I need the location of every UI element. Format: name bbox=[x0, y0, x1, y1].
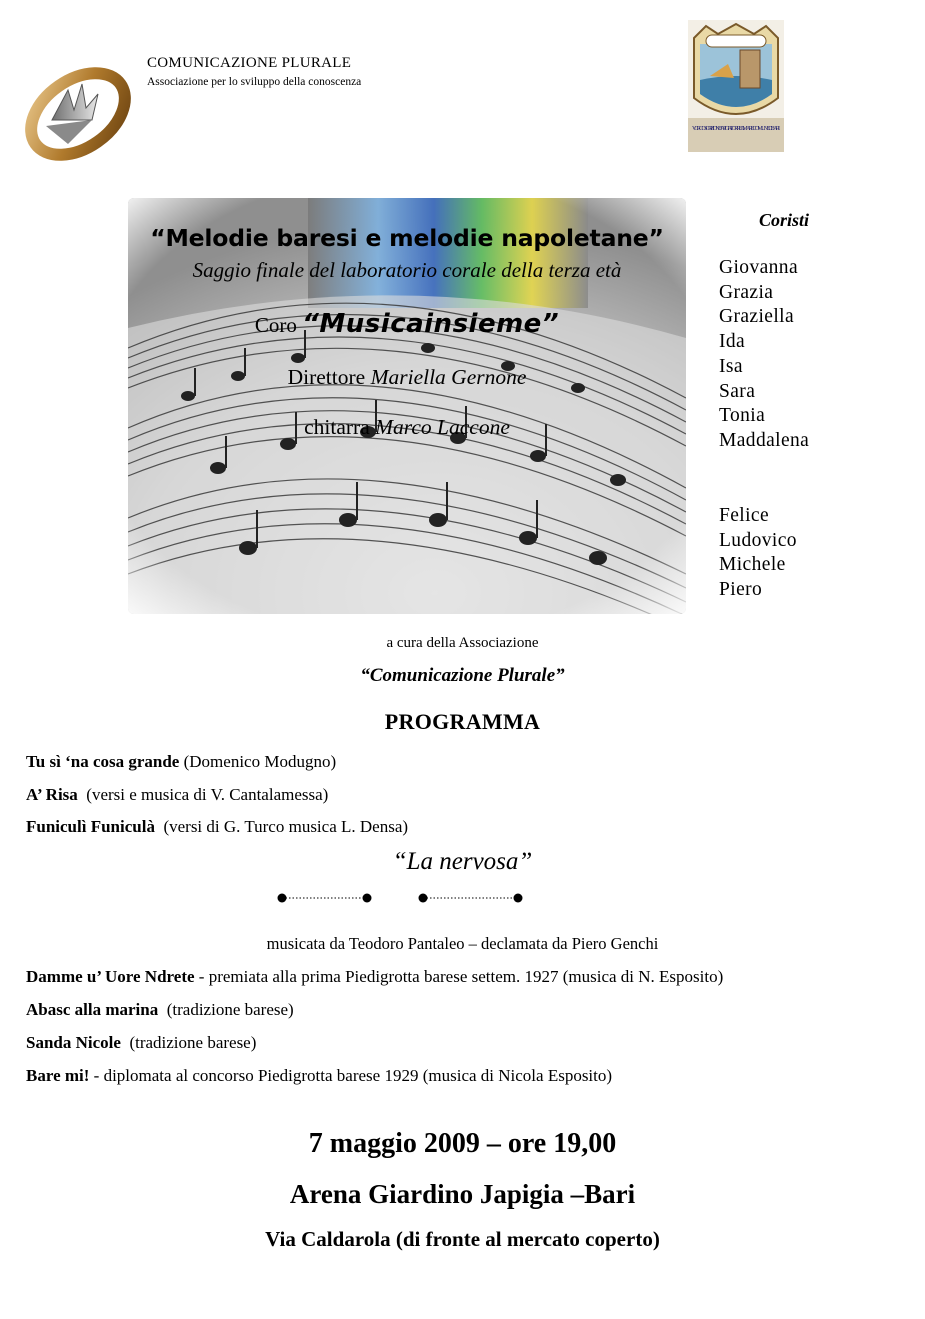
org-name: COMUNICAZIONE PLURALE bbox=[147, 55, 352, 71]
chorister-name: Tonia bbox=[719, 405, 766, 427]
chorister-name: Isa bbox=[719, 355, 743, 377]
song-detail: - premiata alla prima Piedigrotta barese settem. 1927 (musica di N. Esposito) bbox=[194, 967, 724, 986]
chorister-name: Sara bbox=[719, 380, 756, 402]
song-detail: (tradizione barese) bbox=[158, 1000, 294, 1019]
program-item bbox=[26, 817, 408, 837]
org-tagline: Associazione per lo sviluppo della conoscenza bbox=[147, 76, 362, 88]
song-detail: - diplomata al concorso Piedigrotta barese 1929 (musica di Nicola Esposito) bbox=[89, 1066, 613, 1085]
poem-title: “La nervosa” bbox=[392, 848, 533, 875]
choir-prefix: Coro bbox=[254, 313, 297, 337]
song-detail: (tradizione barese) bbox=[120, 1033, 257, 1052]
director-name: Mariella Gernone bbox=[370, 365, 527, 389]
chorister-name: Graziella bbox=[719, 306, 795, 328]
chorister-name: Piero bbox=[719, 579, 763, 601]
director-line bbox=[128, 365, 686, 390]
circoscrizione-crest bbox=[688, 20, 784, 152]
choir-line bbox=[128, 309, 686, 339]
chorister-name: Maddalena bbox=[719, 429, 810, 451]
chorister-name: Ida bbox=[719, 331, 746, 353]
song-title: Tu sì ‘na cosa grande bbox=[26, 752, 180, 771]
coristi-heading: Coristi bbox=[759, 210, 810, 230]
song-title: Sanda Nicole bbox=[26, 1033, 121, 1052]
programma-heading: PROGRAMMA bbox=[384, 709, 541, 734]
song-title: Bare mi! bbox=[26, 1066, 90, 1085]
song-title: Funiculì Funiculà bbox=[26, 817, 155, 836]
comunicazione-plurale-logo bbox=[22, 60, 134, 164]
program-item bbox=[26, 1000, 294, 1020]
men-choristers-list bbox=[719, 504, 797, 603]
program-item bbox=[26, 1033, 256, 1053]
crest-text: V CIRCOSCRIZIONE JAPIGIA - TORRE A MARE COMUNE DI BARI bbox=[692, 126, 780, 132]
association-name: “Comunicazione Plurale” bbox=[360, 665, 565, 686]
chorister-name: Felice bbox=[719, 505, 770, 526]
event-venue: Arena Giardino Japigia –Bari bbox=[289, 1179, 636, 1209]
women-choristers-list bbox=[719, 256, 809, 454]
chorister-name: Grazia bbox=[719, 281, 774, 303]
chorister-name: Michele bbox=[719, 554, 786, 576]
guitar-label: chitarra bbox=[304, 415, 370, 439]
song-title: Damme u’ Uore Ndrete bbox=[26, 967, 195, 986]
event-subtitle: Saggio finale del laboratorio corale della terza età bbox=[192, 258, 622, 282]
event-address: Via Caldarola (di fronte al mercato coperto) bbox=[265, 1227, 660, 1251]
song-title: Abasc alla marina bbox=[26, 1000, 159, 1019]
program-item bbox=[26, 752, 336, 772]
dotted-divider bbox=[275, 890, 525, 906]
program-item bbox=[26, 967, 723, 987]
event-title: “Melodie baresi e melodie napoletane” bbox=[150, 224, 664, 252]
guitarist-name: Marco Laccone bbox=[375, 415, 510, 439]
choir-name: “Musicainsieme” bbox=[302, 309, 560, 339]
guitar-line bbox=[128, 415, 686, 440]
song-title: A’ Risa bbox=[26, 785, 78, 804]
song-detail: (Domenico Modugno) bbox=[179, 752, 337, 771]
chorister-name: Giovanna bbox=[719, 257, 799, 278]
program-item bbox=[26, 1066, 612, 1086]
song-detail: (versi e musica di V. Cantalamessa) bbox=[77, 785, 329, 804]
curated-by-label: a cura della Associazione bbox=[386, 635, 539, 651]
chorister-name: Ludovico bbox=[719, 529, 797, 551]
poem-credit: musicata da Teodoro Pantaleo – declamata da Piero Genchi bbox=[266, 934, 659, 953]
song-detail: (versi di G. Turco musica L. Densa) bbox=[154, 817, 409, 836]
program-item bbox=[26, 785, 328, 805]
event-date: 7 maggio 2009 – ore 19,00 bbox=[308, 1128, 617, 1159]
director-label: Direttore bbox=[287, 365, 366, 389]
